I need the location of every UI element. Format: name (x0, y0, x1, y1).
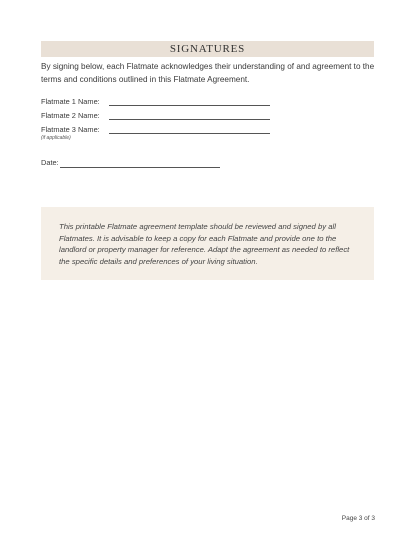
flatmate-1-label: Flatmate 1 Name: (41, 97, 100, 106)
date-label: Date: (41, 158, 59, 167)
intro-paragraph: By signing below, each Flatmate acknowledges their understanding of and agreement to the terms and conditions outlined in this Flatmate Agreement. (41, 62, 375, 84)
flatmate-3-note: (if applicable) (41, 135, 71, 141)
flatmate-3-label: Flatmate 3 Name: (41, 125, 100, 134)
section-title: SIGNATURES (41, 41, 374, 57)
flatmate-1-name-line[interactable] (109, 105, 270, 106)
page-number: Page 3 of 3 (341, 515, 375, 522)
flatmate-2-name-line[interactable] (109, 119, 270, 120)
date-line[interactable] (60, 167, 220, 168)
note-text: This printable Flatmate agreement template should be reviewed and signed by all Flatmates. It is advisable to keep a copy for each Flatmate and provide one to the landlord or property manager for reference. Adapt the agreement as needed to reflect the specific details and preferences of your living situation. (59, 222, 350, 266)
flatmate-2-label: Flatmate 2 Name: (41, 111, 100, 120)
flatmate-3-name-line[interactable] (109, 133, 270, 134)
note-box (41, 207, 374, 280)
